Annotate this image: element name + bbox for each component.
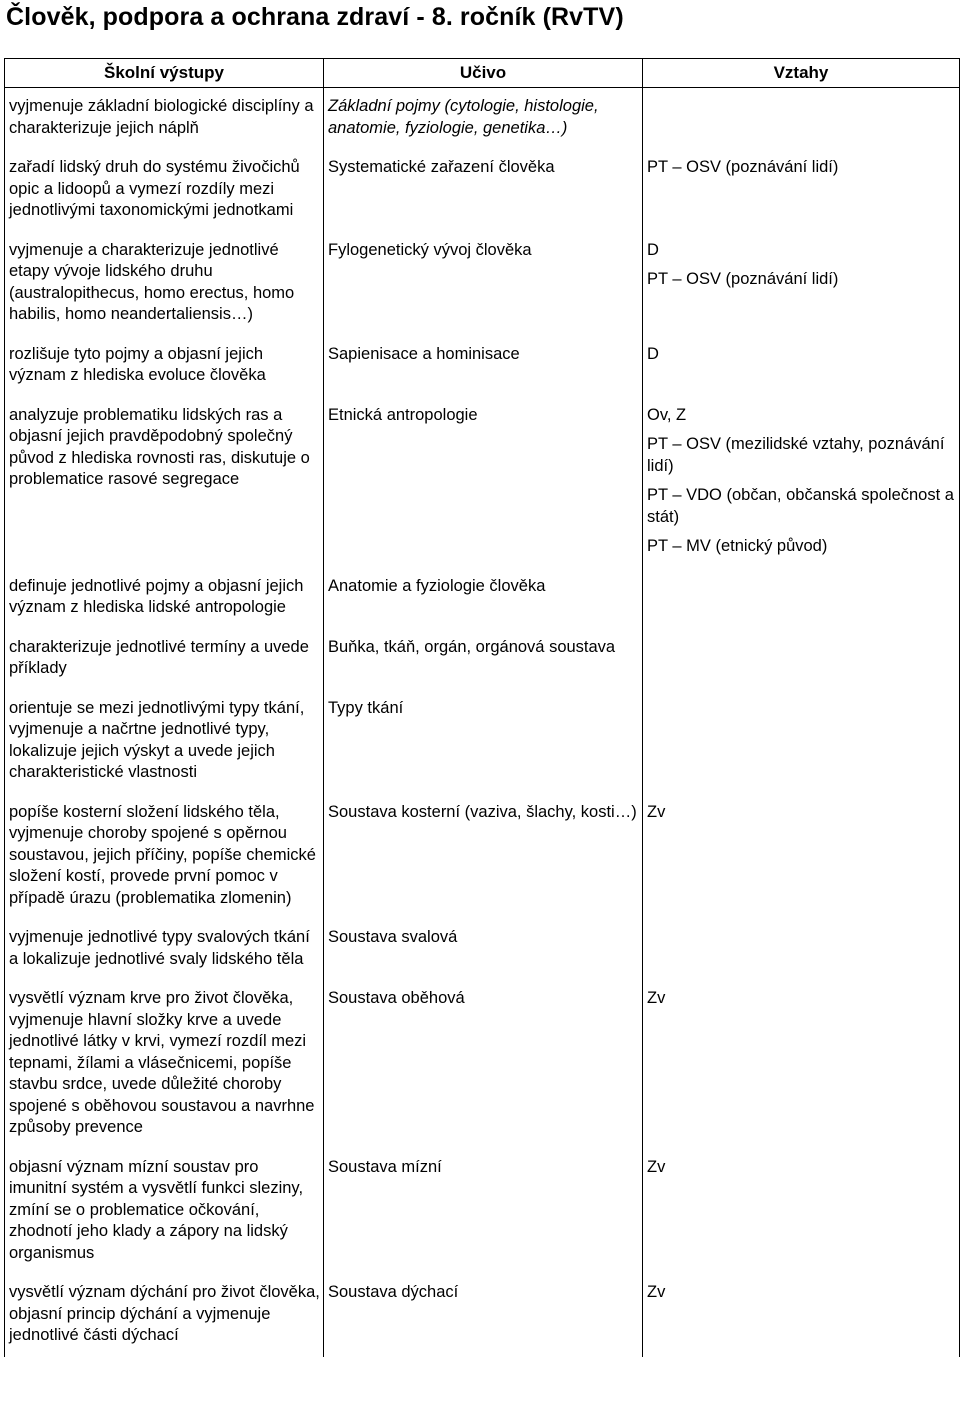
- content-cell: Soustava svalová: [324, 919, 643, 980]
- relation-item: Zv: [647, 989, 666, 1007]
- outcome-cell: vyjmenuje a charakterizuje jednotlivé etapy vývoje lidského druhu (australopithecus, homo erectus, homo habilis, homo neandertaliensis…): [5, 232, 324, 336]
- column-header-content: Učivo: [324, 59, 643, 88]
- table-row: [5, 568, 960, 629]
- relations-cell: [643, 980, 960, 1149]
- relation-item: PT – OSV (poznávání lidí): [647, 270, 839, 288]
- outcome-cell: vyjmenuje jednotlivé typy svalových tkání a lokalizuje jednotlivé svaly lidského těla: [5, 919, 324, 980]
- content-cell: Systematické zařazení člověka: [324, 149, 643, 232]
- table-row: [5, 629, 960, 690]
- outcome-cell: analyzuje problematiku lidských ras a objasní jejich pravděpodobný společný původ z hlediska rovnosti ras, diskutuje o problematice rasové segregace: [5, 397, 324, 568]
- content-cell: Soustava mízní: [324, 1149, 643, 1275]
- content-cell: Typy tkání: [324, 690, 643, 794]
- table-row: [5, 794, 960, 920]
- outcome-cell: objasní význam mízní soustav pro imunitní systém a vysvětlí funkci sleziny, zmíní se o problematice očkování, zhodnotí jeho klady a zápory na lidský organismus: [5, 1149, 324, 1275]
- outcome-cell: vysvětlí význam krve pro život člověka, vyjmenuje hlavní složky krve a uvede jednotlivé látky v krvi, vymezí rozdíl mezi tepnami, žílami a vlásečnicemi, popíše stavbu srdce, uvede důležité choroby spojené s oběhovou soustavou a navrhne způsoby prevence: [5, 980, 324, 1149]
- outcome-cell: orientuje se mezi jednotlivými typy tkání, vyjmenuje a načrtne jednotlivé typy, lokalizuje jejich výskyt a uvede jejich charakteristické vlastnosti: [5, 690, 324, 794]
- relations-cell: [643, 568, 960, 629]
- table-row: [5, 88, 960, 150]
- relations-cell: [643, 629, 960, 690]
- table-row: [5, 1149, 960, 1275]
- relations-cell: [643, 794, 960, 920]
- relations-cell: [643, 690, 960, 794]
- relations-cell: [643, 232, 960, 336]
- outcome-cell: zařadí lidský druh do systému živočichů opic a lidoopů a vymezí rozdíly mezi jednotlivými taxonomickými jednotkami: [5, 149, 324, 232]
- table-row: [5, 690, 960, 794]
- table-row: [5, 232, 960, 336]
- relations-cell: [643, 149, 960, 232]
- table-row: [5, 397, 960, 568]
- table-row: [5, 149, 960, 232]
- outcome-cell: vyjmenuje základní biologické disciplíny a charakterizuje jejich náplň: [5, 88, 324, 150]
- content-cell: Sapienisace a hominisace: [324, 336, 643, 397]
- relation-item: Ov, Z: [647, 405, 687, 424]
- content-cell: Soustava dýchací: [324, 1274, 643, 1357]
- page-title: Člověk, podpora a ochrana zdraví - 8. ročník (RvTV): [6, 3, 624, 31]
- relations-cell: [643, 1149, 960, 1275]
- relations-cell: [643, 919, 960, 980]
- table-header-row: [5, 59, 960, 88]
- content-cell: Buňka, tkáň, orgán, orgánová soustava: [324, 629, 643, 690]
- outcome-cell: charakterizuje jednotlivé termíny a uvede příklady: [5, 629, 324, 690]
- relations-cell: [643, 336, 960, 397]
- table-row: [5, 980, 960, 1149]
- relation-item: D: [647, 240, 659, 259]
- table-row: [5, 336, 960, 397]
- content-cell: Soustava kosterní (vaziva, šlachy, kosti…): [324, 794, 643, 920]
- content-cell: Etnická antropologie: [324, 397, 643, 568]
- table-row: [5, 919, 960, 980]
- relation-item: PT – MV (etnický původ): [647, 537, 828, 555]
- content-cell: Fylogenetický vývoj člověka: [324, 232, 643, 336]
- outcome-cell: definuje jednotlivé pojmy a objasní jejich význam z hlediska lidské antropologie: [5, 568, 324, 629]
- content-cell: Základní pojmy (cytologie, histologie, anatomie, fyziologie, genetika…): [324, 88, 643, 150]
- column-header-relations: Vztahy: [643, 59, 960, 88]
- relations-cell: [643, 397, 960, 568]
- content-cell: Soustava oběhová: [324, 980, 643, 1149]
- outcome-cell: vysvětlí význam dýchání pro život člověka, objasní princip dýchání a vyjmenuje jednotlivé části dýchací: [5, 1274, 324, 1357]
- relation-item: D: [647, 344, 659, 363]
- relations-cell: [643, 1274, 960, 1357]
- table-row: [5, 1274, 960, 1357]
- relation-item: PT – OSV (mezilidské vztahy, poznávání lidí): [647, 435, 945, 475]
- relation-item: PT – OSV (poznávání lidí): [647, 158, 839, 176]
- curriculum-table: [4, 58, 960, 1357]
- outcome-cell: rozlišuje tyto pojmy a objasní jejich význam z hlediska evoluce člověka: [5, 336, 324, 397]
- table-body: [5, 88, 960, 1357]
- relations-cell: [643, 88, 960, 150]
- relation-item: Zv: [647, 802, 666, 821]
- content-cell: Anatomie a fyziologie člověka: [324, 568, 643, 629]
- column-header-outcomes: Školní výstupy: [5, 59, 324, 88]
- relation-item: PT – VDO (občan, občanská společnost a stát): [647, 486, 954, 526]
- outcome-cell: popíše kosterní složení lidského těla, vyjmenuje choroby spojené s opěrnou soustavou, jejich příčiny, popíše chemické složení kostí, provede první pomoc v případě úrazu (problematika zlomenin): [5, 794, 324, 920]
- relation-item: Zv: [647, 1283, 666, 1301]
- relation-item: Zv: [647, 1157, 666, 1176]
